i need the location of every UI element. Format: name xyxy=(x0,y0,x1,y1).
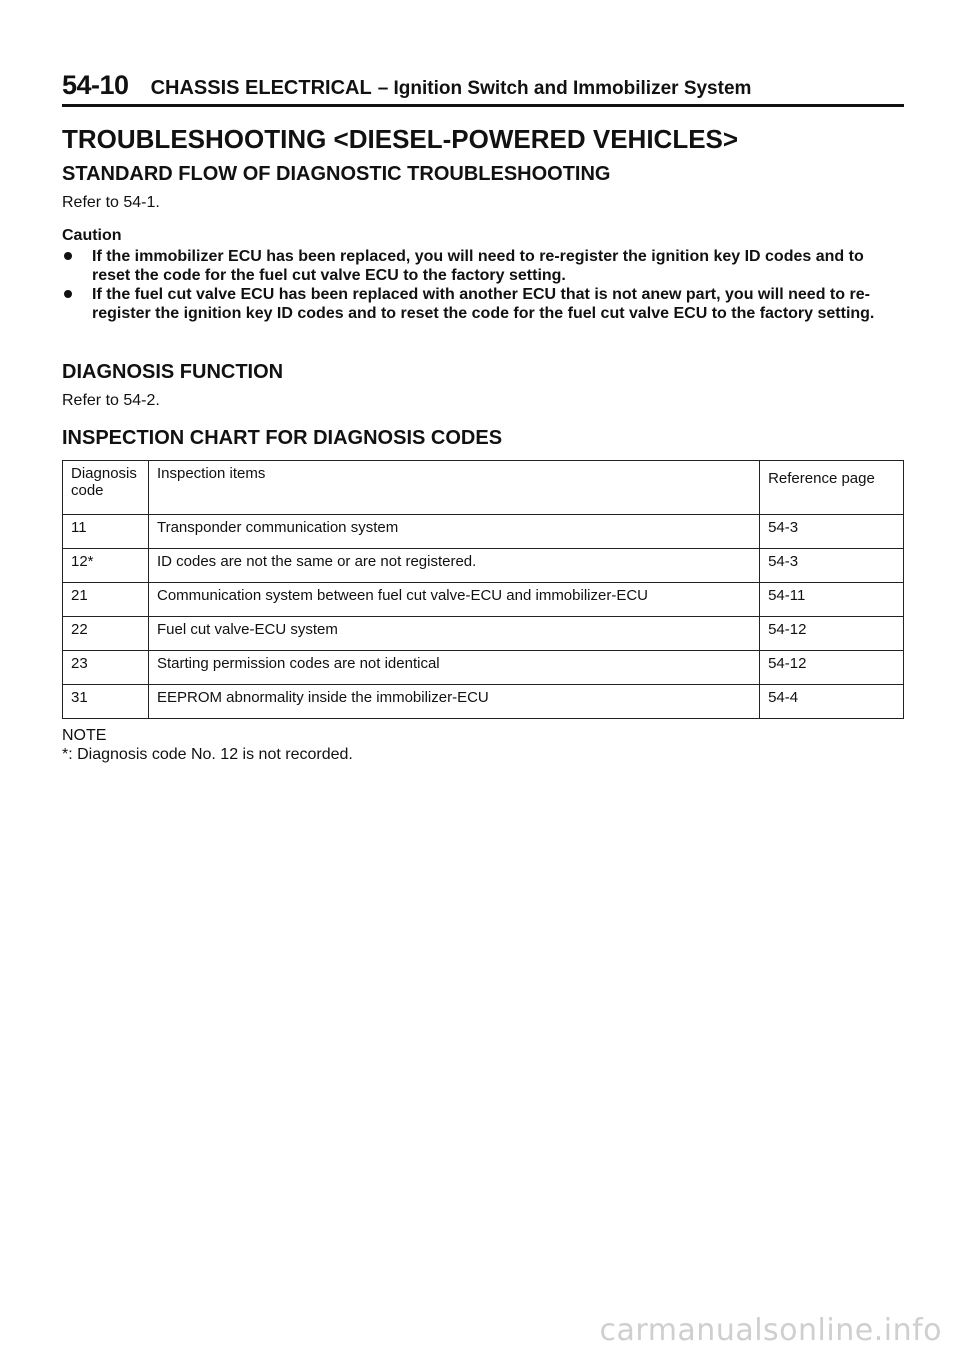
column-header-reference: Reference page xyxy=(760,461,904,515)
cell-code: 31 xyxy=(63,685,149,719)
caution-item-text: If the immobilizer ECU has been replaced, you will need to re-register the ignition key ID codes and to reset the code for the fuel cut valve ECU to the factory setting. xyxy=(92,248,864,284)
note-text: *: Diagnosis code No. 12 is not recorded. xyxy=(62,746,353,763)
column-header-code: Diagnosis code xyxy=(63,461,149,515)
table-row xyxy=(63,583,904,617)
page-number: 54-10 xyxy=(62,70,129,100)
cell-code: 12* xyxy=(63,549,149,583)
site-watermark: carmanualsonline.info xyxy=(599,1313,942,1348)
running-head xyxy=(62,70,904,101)
column-header-items: Inspection items xyxy=(148,461,759,515)
cell-reference: 54-11 xyxy=(760,583,904,617)
standard-flow-text: Refer to 54-1. xyxy=(62,194,160,211)
inspection-chart-table xyxy=(62,460,904,719)
bullet-icon xyxy=(64,252,72,260)
caution-item xyxy=(62,285,904,323)
caution-list xyxy=(62,247,904,323)
cell-reference: 54-12 xyxy=(760,651,904,685)
table-row xyxy=(63,515,904,549)
table-row xyxy=(63,617,904,651)
cell-item: Starting permission codes are not identical xyxy=(148,651,759,685)
inspection-chart-heading: INSPECTION CHART FOR DIAGNOSIS CODES xyxy=(62,427,503,449)
subsection-title: – Ignition Switch and Immobilizer System xyxy=(377,78,752,99)
table-row xyxy=(63,549,904,583)
section-title: CHASSIS ELECTRICAL xyxy=(150,77,372,99)
table-header-row xyxy=(63,461,904,515)
cell-item: Communication system between fuel cut valve-ECU and immobilizer-ECU xyxy=(148,583,759,617)
table-row xyxy=(63,651,904,685)
standard-flow-heading: STANDARD FLOW OF DIAGNOSTIC TROUBLESHOOTING xyxy=(62,163,611,185)
table-row xyxy=(63,685,904,719)
cell-code: 21 xyxy=(63,583,149,617)
cell-code: 11 xyxy=(63,515,149,549)
cell-item: EEPROM abnormality inside the immobilizer-ECU xyxy=(148,685,759,719)
cell-code: 22 xyxy=(63,617,149,651)
caution-item xyxy=(62,247,904,285)
cell-reference: 54-3 xyxy=(760,515,904,549)
diagnosis-function-heading: DIAGNOSIS FUNCTION xyxy=(62,361,284,383)
cell-code: 23 xyxy=(63,651,149,685)
bullet-icon xyxy=(64,290,72,298)
header-rule xyxy=(62,104,904,107)
cell-item: Transponder communication system xyxy=(148,515,759,549)
cell-item: Fuel cut valve-ECU system xyxy=(148,617,759,651)
cell-reference: 54-4 xyxy=(760,685,904,719)
cell-reference: 54-3 xyxy=(760,549,904,583)
caution-item-text: If the fuel cut valve ECU has been replaced with another ECU that is not anew part, you will need to re-register the ignition key ID codes and to reset the code for the fuel cut valve ECU to the factory setting. xyxy=(92,286,875,322)
diagnosis-function-text: Refer to 54-2. xyxy=(62,392,160,409)
cell-item: ID codes are not the same or are not registered. xyxy=(148,549,759,583)
caution-title: Caution xyxy=(62,227,122,244)
cell-reference: 54-12 xyxy=(760,617,904,651)
page-title: TROUBLESHOOTING <DIESEL-POWERED VEHICLES> xyxy=(62,124,739,154)
note-title: NOTE xyxy=(62,727,107,744)
